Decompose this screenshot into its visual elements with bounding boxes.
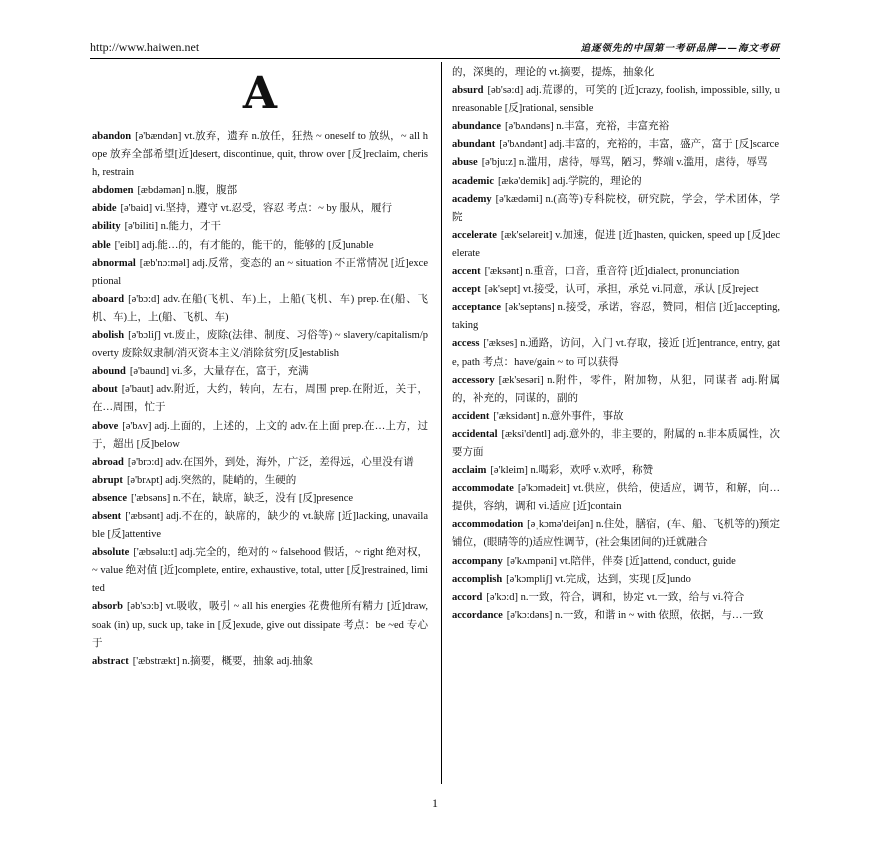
page-number: 1: [432, 796, 438, 810]
entry-definition: ['ækses] n.通路，访问，入门 vt.存取，接近 [近]entrance, entry, gate, path 考点：have/gain ~ to 可以获得: [452, 338, 780, 368]
dictionary-entry: [452, 191, 780, 227]
dictionary-entry: [452, 589, 780, 607]
entry-headword: absence: [92, 492, 127, 504]
entry-definition: 的，深奥的，理论的 vt.摘要，提炼，抽象化: [452, 67, 655, 78]
entry-definition: [æksi'dentl] adj.意外的，非主要的，附属的 n.非本质属性，次要方面: [452, 428, 780, 458]
entry-definition: [ə'brɔ:d] adv.在国外，到处，海外，广泛，差得远，心里没有谱: [127, 456, 414, 468]
entry-list-right: [452, 64, 780, 625]
entry-definition: ['æbsəlu:t] adj.完全的，绝对的 ~ falsehood 假话，~ right 绝对权，~ value 绝对值 [近]complete, entire, exhaustive, total, utter [反]restrained, limited: [92, 547, 428, 595]
dictionary-entry: [92, 490, 428, 508]
dictionary-entry: [92, 544, 428, 598]
dictionary-entry: [92, 182, 428, 200]
entry-headword: abnormal: [92, 257, 136, 269]
header-slogan: 追逐领先的中国第一考研品牌——海文考研: [580, 43, 780, 54]
entry-headword: abolish: [92, 330, 125, 342]
dictionary-entry: [452, 553, 780, 571]
header-url: http://www.haiwen.net: [90, 40, 200, 54]
entry-definition: [ə'bʌndəns] n.丰富，充裕，丰富充裕: [505, 121, 670, 133]
entry-definition: ['æksənt] n.重音，口音，重音符 [近]dialect, pronunciation: [484, 266, 740, 278]
entry-definition: [ə'kɔ:d] n.一致，符合，调和，协定 vt.一致，给与 vi.符合: [486, 591, 745, 603]
dictionary-entry: [452, 173, 780, 191]
entry-headword: accomplish: [452, 573, 503, 585]
entry-headword: abide: [92, 203, 117, 215]
entry-definition: [ə'baid] vi.坚持，遵守 vt.忍受，容忍 考点：~ by 服从，履行: [120, 203, 393, 215]
entry-definition: [ə'brʌpt] adj.突然的，陡峭的，生硬的: [126, 474, 297, 486]
dictionary-entry: [92, 454, 428, 472]
entry-headword: absent: [92, 510, 122, 522]
page-header: [90, 40, 780, 56]
dictionary-entry: [92, 327, 428, 363]
entry-headword: above: [92, 420, 119, 432]
dictionary-entry: [452, 571, 780, 589]
entry-definition: [ækə'demik] adj.学院的，理论的: [498, 175, 642, 187]
dictionary-entry: [92, 363, 428, 381]
column-divider: [441, 62, 442, 784]
entry-headword: abstract: [92, 655, 129, 667]
entry-definition: ['æbsəns] n.不在，缺席，缺乏，没有 [反]presence: [131, 492, 354, 504]
dictionary-entry: [452, 154, 780, 172]
entry-headword: academy: [452, 193, 492, 205]
dictionary-entry: [452, 516, 780, 552]
entry-definition: [ə'bɔ:d] adv.在船(飞机、车)上，上船(飞机、车) prep.在(船、飞机、车)上，上(船、飞机、车): [92, 293, 428, 323]
dictionary-entry: [92, 418, 428, 454]
entry-definition: [ə'bʌv] adj.上面的，上述的，上文的 adv.在上面 prep.在…上方，过于，超出 [反]below: [92, 420, 428, 450]
entry-headword: abuse: [452, 157, 478, 169]
entry-definition: [ə'bju:z] n.滥用，虐待，辱骂，陋习，弊端 v.滥用，虐待，辱骂: [481, 157, 768, 169]
entry-definition: ['æbsənt] adj.不在的，缺席的，缺少的 vt.缺席 [近]lacking, unavailable [反]attentive: [92, 510, 428, 541]
dictionary-entry: [452, 408, 780, 426]
dictionary-entry: [452, 299, 780, 335]
entry-definition: [ək'septəns] n.接受，承诺，容忍，赞同，相信 [近]accepting, taking: [452, 302, 780, 332]
entry-headword: accompany: [452, 555, 503, 567]
entry-headword: access: [452, 338, 480, 350]
dictionary-entry: [92, 381, 428, 417]
header-divider: [90, 58, 780, 59]
entry-definition: [əb'sɔ:b] vt.吸收，吸引 ~ all his energies 花费他所有精力 [近]draw, soak (in) up, suck up, take in [反]exude, give out dissipate 考点：be ~ed 专心于: [92, 601, 428, 649]
entry-definition: ['æbstrækt] n.摘要，概要，抽象 adj.抽象: [132, 655, 314, 667]
entry-headword: absorb: [92, 601, 123, 613]
dictionary-entry: [92, 653, 428, 671]
entry-definition: [ək'sept] vt.接受，认可，承担，承兑 vi.同意，承认 [反]reject: [484, 284, 759, 296]
entry-headword: accidental: [452, 428, 498, 440]
entry-definition: [ə'kædəmi] n.(高等)专科院校，研究院，学会，学术团体，学院: [452, 193, 780, 223]
dictionary-entry: [452, 480, 780, 516]
entry-headword: accent: [452, 266, 481, 278]
entry-definition: [ə'baut] adv.附近，大约，转向，左右，周围 prep.在附近，关于，在…周围，忙于: [92, 384, 428, 414]
entry-definition: [æk'seləreit] v.加速，促进 [近]hasten, quicken, speed up [反]decelerate: [452, 229, 780, 259]
entry-definition: [ə'biliti] n.能力，才干: [124, 221, 221, 233]
entry-headword: about: [92, 384, 118, 396]
entry-headword: ability: [92, 221, 121, 233]
entry-definition: [əb'sə:d] adj.荒谬的，可笑的 [近]crazy, foolish, impossible, silly, unreasonable [反]rational, sensible: [452, 85, 780, 115]
entry-definition: [æb'nɔ:məl] adj.反常，变态的 an ~ situation 不正常情况 [近]exceptional: [92, 257, 428, 287]
dictionary-entry: [452, 335, 780, 371]
entry-definition: [ə'kɔ:dəns] n.一致，和谐 in ~ with 依照，依据，与…一致: [506, 609, 764, 621]
section-letter: A: [242, 68, 278, 119]
dictionary-entry: [452, 118, 780, 136]
entry-definition: [əˌkɔmə'deiʃən] n.住处，膳宿，(车、船、飞机等的)预定铺位，(眼睛等的)适应性调节，(社会集团间的)迁就融合: [452, 519, 780, 549]
dictionary-entry: [452, 372, 780, 408]
dictionary-entry: [92, 255, 428, 291]
entry-headword: abundant: [452, 139, 496, 151]
entry-headword: abroad: [92, 456, 124, 468]
dictionary-entry: [452, 82, 780, 118]
entry-headword: accept: [452, 284, 481, 296]
entry-definition: [æbdəmən] n.腹，腹部: [137, 185, 238, 197]
dictionary-entry: [452, 64, 780, 82]
entry-definition: [ə'kɔmədeit] vt.供应，供给，使适应，调节，和解，向…提供，容纳，调和 vi.适应 [近]contain: [452, 483, 780, 513]
entry-headword: abound: [92, 366, 126, 378]
dictionary-entry: [92, 200, 428, 218]
entry-headword: abundance: [452, 121, 502, 133]
entry-definition: [ə'kleim] n.喝彩，欢呼 v.欢呼，称赞: [490, 465, 654, 477]
dictionary-entry: [92, 128, 428, 182]
entry-headword: academic: [452, 175, 494, 187]
entry-definition: [ə'kɔmpliʃ] vt.完成，达到，实现 [反]undo: [506, 573, 691, 585]
entry-headword: acceptance: [452, 302, 501, 314]
dictionary-entry: [452, 426, 780, 462]
entry-headword: accommodation: [452, 519, 524, 531]
dictionary-entry: [92, 237, 428, 255]
entry-definition: [æk'sesəri] n.附件，零件，附加物，从犯，同谋者 adj.附属的，补充的，同谋的，副的: [452, 374, 780, 404]
entry-definition: [ə'baund] vi.多，大量存在，富于，充满: [129, 366, 309, 378]
dictionary-entry: [452, 462, 780, 480]
entry-headword: aboard: [92, 293, 125, 305]
entry-headword: abrupt: [92, 474, 123, 486]
entry-headword: accommodate: [452, 483, 514, 495]
entry-headword: absurd: [452, 85, 484, 97]
dictionary-entry: [92, 218, 428, 236]
dictionary-entry: [92, 472, 428, 490]
entry-definition: [ə'bʌndənt] adj.丰富的，充裕的，丰富，盛产，富于 [反]scarce: [499, 139, 779, 151]
entry-definition: [ə'kʌmpəni] vt.陪伴，伴奏 [近]attend, conduct, guide: [506, 555, 736, 567]
dictionary-entry: [452, 136, 780, 154]
dictionary-entry: [92, 508, 428, 544]
entry-headword: abandon: [92, 131, 132, 142]
dictionary-entry: [452, 263, 780, 281]
entry-headword: abdomen: [92, 185, 134, 197]
entry-headword: absolute: [92, 547, 130, 559]
entry-headword: accelerate: [452, 229, 497, 241]
entry-headword: accordance: [452, 609, 503, 621]
entry-headword: acclaim: [452, 465, 487, 477]
entry-list-left: [92, 128, 428, 671]
dictionary-entry: [452, 281, 780, 299]
entry-definition: ['eibl] adj.能…的，有才能的，能干的，能够的 [反]unable: [114, 239, 374, 251]
entry-headword: accident: [452, 410, 490, 422]
entry-headword: accessory: [452, 374, 495, 386]
entry-headword: able: [92, 239, 111, 251]
entry-definition: [ə'bɔliʃ] vt.废止，废除(法律、制度、习俗等) ~ slavery/capitalism/poverty 废除奴隶制/消灭资本主义/消除贫穷[反]establish: [92, 330, 428, 360]
dictionary-entry: [452, 227, 780, 263]
entry-headword: accord: [452, 591, 483, 603]
entry-definition: ['æksidənt] n.意外事件，事故: [493, 410, 624, 422]
right-column: [452, 64, 780, 625]
entry-definition: [ə'bændən] vt.放弃，遗弃 n.放任，狂热 ~ oneself to 放纵，~ all hope 放弃全部希望[近]desert, discontinue, quit, throw over [反]reclaim, cherish, restrain: [92, 131, 428, 179]
left-column: [92, 64, 428, 671]
dictionary-entry: [92, 598, 428, 652]
dictionary-entry: [92, 291, 428, 327]
dictionary-entry: [452, 607, 780, 625]
